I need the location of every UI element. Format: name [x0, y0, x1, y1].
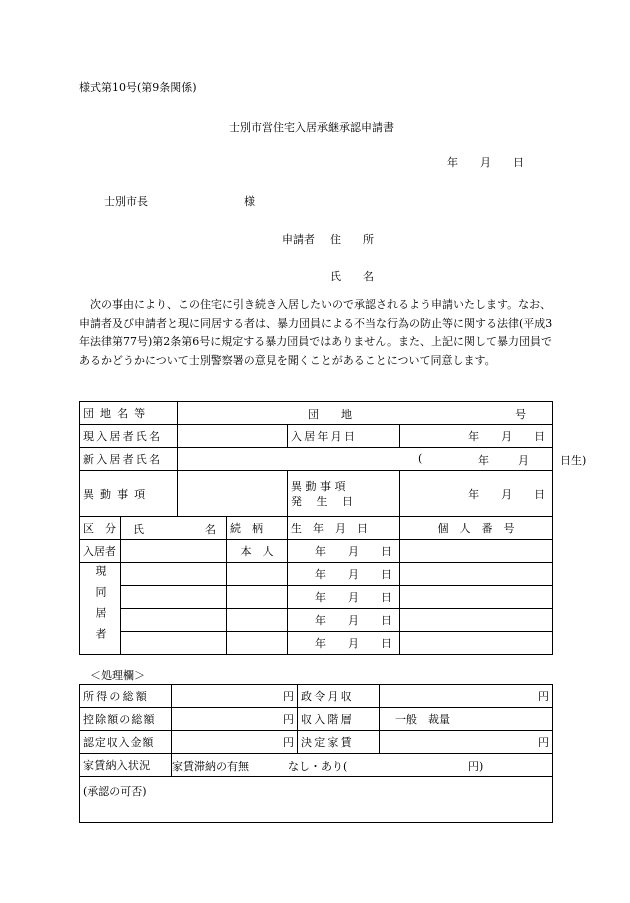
addressee-honorific: 様 [244, 195, 255, 208]
approval-label: (承認の可否) [83, 785, 147, 798]
cohabitant-name-1[interactable] [121, 563, 227, 586]
policy-income-label: 政令月収 [298, 685, 380, 708]
rent-status-label: 家賃納入状況 [80, 754, 172, 777]
event-date-field[interactable]: 年 月 日 [400, 471, 553, 517]
addressee: 士別市長 [104, 195, 148, 208]
event-date-label: 異 動 事 項 発 生 日 [288, 471, 400, 517]
date-month: 月 [480, 156, 491, 169]
col-birthdate: 生 年 月 日 [288, 517, 400, 540]
arrears-field[interactable]: 家賃滞納の有無 なし・あり( 円) [172, 754, 553, 777]
cohabitant-personal-no-1[interactable] [400, 563, 553, 586]
income-level-label: 収入階層 [298, 708, 380, 731]
row-resident-label: 入居者 [80, 540, 121, 563]
event-label: 異動事項 [80, 471, 178, 517]
cohabitant-name-3[interactable] [121, 609, 227, 632]
new-resident-field[interactable]: ( 年 月 日生) [178, 448, 553, 471]
declaration-text: 次の事由により、この住宅に引き続き入居したいので承認されるよう申請いたします。なお、申請者及び申請者と現に同居する者は、暴力団員による不当な行為の防止等に関する法律(平成3年法律第77号)第2条第6号に規定する暴力団員ではありません。また、上記に関して暴力団員であるかどうかについて士別警察署の意見を聞くことがあることについて同意します。 [79, 298, 553, 367]
cohabitant-birth-1[interactable]: 年 月 日 [288, 563, 400, 586]
cohabitant-personal-no-2[interactable] [400, 586, 553, 609]
certified-income-label: 認定収入金額 [80, 731, 172, 754]
col-personal-no: 個 人 番 号 [400, 517, 553, 540]
main-table [79, 401, 587, 655]
cohabitant-relation-4[interactable] [227, 632, 288, 655]
submission-date [447, 154, 524, 170]
date-year: 年 [447, 156, 458, 169]
form-number: 様式第10号(第9条関係) [79, 81, 197, 94]
resident-birth-field[interactable]: 年 月 日 [288, 540, 400, 563]
col-name: 氏 名 [121, 517, 227, 540]
processing-table [79, 684, 553, 823]
danchi-name-label: 団地名等 [80, 402, 178, 425]
cohabitant-birth-3[interactable]: 年 月 日 [288, 609, 400, 632]
date-day: 日 [513, 156, 524, 169]
cohabitant-name-2[interactable] [121, 586, 227, 609]
income-level-field[interactable]: 一般 裁量 [380, 708, 553, 731]
current-resident-field[interactable] [178, 425, 288, 448]
event-field[interactable] [178, 471, 288, 517]
move-in-date-label: 入居年月日 [288, 425, 400, 448]
total-income-label: 所得の総額 [80, 685, 172, 708]
applicant-label: 申請者 [282, 233, 315, 246]
decided-rent-field[interactable]: 円 [380, 731, 553, 754]
danchi-field[interactable] [178, 402, 553, 425]
decided-rent-label: 決定家賃 [298, 731, 380, 754]
current-resident-label: 現入居者氏名 [80, 425, 178, 448]
danchi-label: 団 地 [308, 408, 353, 421]
approval-field[interactable] [80, 777, 553, 823]
cohabitant-birth-4[interactable]: 年 月 日 [288, 632, 400, 655]
new-resident-label: 新入居者氏名 [80, 448, 178, 471]
resident-personal-no[interactable] [400, 540, 553, 563]
processing-heading: ＜処理欄＞ [90, 669, 145, 682]
certified-income-field[interactable]: 円 [172, 731, 298, 754]
name-label: 氏 名 [330, 270, 374, 283]
address-label: 住 所 [330, 233, 374, 246]
col-relation: 続 柄 [227, 517, 288, 540]
total-income-field[interactable]: 円 [172, 685, 298, 708]
cohabitant-label: 現同居者 [80, 563, 121, 655]
cohabitant-name-4[interactable] [121, 632, 227, 655]
relation-self: 本 人 [227, 540, 288, 563]
col-kubun: 区 分 [80, 517, 121, 540]
policy-income-field[interactable]: 円 [380, 685, 553, 708]
cohabitant-personal-no-4[interactable] [400, 632, 553, 655]
cohabitant-birth-2[interactable]: 年 月 日 [288, 586, 400, 609]
cohabitant-relation-3[interactable] [227, 609, 288, 632]
cohabitant-relation-2[interactable] [227, 586, 288, 609]
total-deduction-field[interactable]: 円 [172, 708, 298, 731]
cohabitant-relation-1[interactable] [227, 563, 288, 586]
cohabitant-personal-no-3[interactable] [400, 609, 553, 632]
room-number-label: 号 [515, 408, 527, 421]
form-title: 士別市営住宅入居承継承認申請書 [229, 121, 394, 134]
resident-name-field[interactable] [121, 540, 227, 563]
move-in-date-field[interactable]: 年 月 日 [400, 425, 553, 448]
total-deduction-label: 控除額の総額 [80, 708, 172, 731]
